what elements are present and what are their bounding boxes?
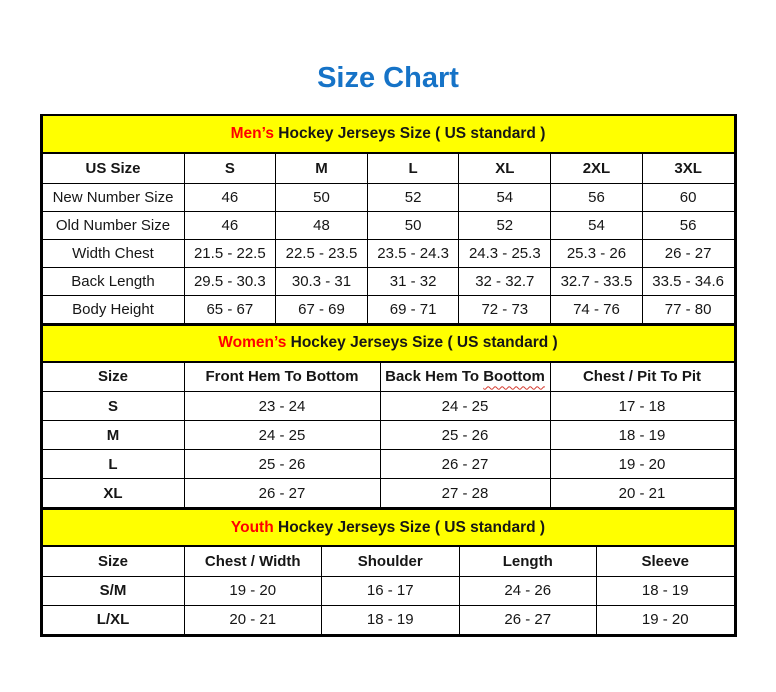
- column-header: Chest / Width: [184, 546, 322, 576]
- youth-size-table: [42, 508, 735, 635]
- back-hem-header-prefix: Back Hem To: [385, 368, 480, 386]
- size-value: 69 - 71: [367, 295, 459, 323]
- table-row: [42, 605, 734, 634]
- size-value: 60: [642, 183, 734, 211]
- men-section-banner: [42, 116, 734, 153]
- size-value: 72 - 73: [459, 295, 551, 323]
- women-banner-rest: Hockey Jerseys Size ( US standard ): [286, 334, 558, 351]
- size-value: 56: [642, 211, 734, 239]
- size-value: 20 - 21: [550, 479, 734, 508]
- column-header: [380, 362, 550, 392]
- row-label: Back Length: [42, 267, 184, 295]
- row-label: S/M: [42, 576, 184, 605]
- size-value: 32 - 32.7: [459, 267, 551, 295]
- men-size-table: [42, 116, 735, 324]
- size-value: 30.3 - 31: [276, 267, 368, 295]
- table-row: [42, 211, 734, 239]
- column-header: Size: [42, 546, 184, 576]
- row-label: Width Chest: [42, 239, 184, 267]
- column-header: Front Hem To Bottom: [184, 362, 380, 392]
- row-label: M: [42, 421, 184, 450]
- size-value: 24 - 25: [380, 392, 550, 421]
- size-value: 19 - 20: [184, 576, 322, 605]
- size-value: 24 - 25: [184, 421, 380, 450]
- column-header: M: [276, 153, 368, 183]
- size-value: 23 - 24: [184, 392, 380, 421]
- table-row: [42, 239, 734, 267]
- men-banner-highlight: Men’s: [230, 125, 274, 142]
- column-header: US Size: [42, 153, 184, 183]
- column-header: S: [184, 153, 276, 183]
- women-section-banner: [42, 325, 734, 362]
- size-value: 74 - 76: [551, 295, 643, 323]
- size-value: 22.5 - 23.5: [276, 239, 368, 267]
- youth-section-banner: [42, 509, 734, 546]
- table-row: [42, 295, 734, 323]
- size-value: 18 - 19: [550, 421, 734, 450]
- column-header: L: [367, 153, 459, 183]
- size-value: 32.7 - 33.5: [551, 267, 643, 295]
- column-header: 3XL: [642, 153, 734, 183]
- size-chart: [40, 114, 737, 637]
- size-value: 21.5 - 22.5: [184, 239, 276, 267]
- table-row: [42, 450, 734, 479]
- size-value: 26 - 27: [184, 479, 380, 508]
- row-label: Old Number Size: [42, 211, 184, 239]
- size-value: 54: [459, 183, 551, 211]
- size-value: 56: [551, 183, 643, 211]
- youth-banner-highlight: Youth: [230, 518, 274, 536]
- size-value: 27 - 28: [380, 479, 550, 508]
- size-value: 20 - 21: [184, 605, 322, 634]
- size-value: 67 - 69: [276, 295, 368, 323]
- size-value: 18 - 19: [322, 605, 460, 634]
- size-value: 65 - 67: [184, 295, 276, 323]
- row-label: New Number Size: [42, 183, 184, 211]
- women-banner-highlight: Women’s: [218, 334, 287, 351]
- row-label: L: [42, 450, 184, 479]
- size-value: 26 - 27: [642, 239, 734, 267]
- table-row: [42, 479, 734, 508]
- table-row: [42, 183, 734, 211]
- size-value: 19 - 20: [550, 450, 734, 479]
- row-label: Body Height: [42, 295, 184, 323]
- size-value: 24.3 - 25.3: [459, 239, 551, 267]
- size-value: 18 - 19: [597, 576, 735, 605]
- women-size-table: [42, 324, 735, 509]
- table-row: [42, 421, 734, 450]
- size-value: 48: [276, 211, 368, 239]
- row-label: S: [42, 392, 184, 421]
- size-value: 46: [184, 183, 276, 211]
- size-value: 23.5 - 24.3: [367, 239, 459, 267]
- youth-banner-row: [42, 509, 734, 546]
- size-value: 25 - 26: [380, 421, 550, 450]
- table-row: [42, 267, 734, 295]
- size-value: 17 - 18: [550, 392, 734, 421]
- column-header: 2XL: [551, 153, 643, 183]
- page-title: Size Chart: [317, 62, 459, 94]
- column-header: Sleeve: [597, 546, 735, 576]
- size-value: 24 - 26: [459, 576, 597, 605]
- column-header: Length: [459, 546, 597, 576]
- size-value: 52: [459, 211, 551, 239]
- size-value: 54: [551, 211, 643, 239]
- row-label: L/XL: [42, 605, 184, 634]
- column-header: Shoulder: [322, 546, 460, 576]
- size-value: 50: [276, 183, 368, 211]
- row-label: XL: [42, 479, 184, 508]
- size-value: 19 - 20: [597, 605, 735, 634]
- column-header: XL: [459, 153, 551, 183]
- size-value: 46: [184, 211, 276, 239]
- size-value: 77 - 80: [642, 295, 734, 323]
- column-header: Size: [42, 362, 184, 392]
- size-value: 29.5 - 30.3: [184, 267, 276, 295]
- men-header-row: [42, 153, 734, 183]
- size-value: 50: [367, 211, 459, 239]
- size-value: 52: [367, 183, 459, 211]
- size-value: 25 - 26: [184, 450, 380, 479]
- women-header-row: [42, 362, 734, 392]
- size-value: 31 - 32: [367, 267, 459, 295]
- size-value: 16 - 17: [322, 576, 460, 605]
- column-header: Chest / Pit To Pit: [550, 362, 734, 392]
- women-banner-row: [42, 325, 734, 362]
- youth-banner-rest: Hockey Jerseys Size ( US standard ): [273, 518, 546, 536]
- size-value: 26 - 27: [380, 450, 550, 479]
- misspelled-word: Boottom: [483, 368, 545, 386]
- table-row: [42, 392, 734, 421]
- youth-header-row: [42, 546, 734, 576]
- men-banner-row: [42, 116, 734, 153]
- size-value: 33.5 - 34.6: [642, 267, 734, 295]
- size-value: 26 - 27: [459, 605, 597, 634]
- size-value: 25.3 - 26: [551, 239, 643, 267]
- men-banner-rest: Hockey Jerseys Size ( US standard ): [273, 125, 546, 142]
- table-row: [42, 576, 734, 605]
